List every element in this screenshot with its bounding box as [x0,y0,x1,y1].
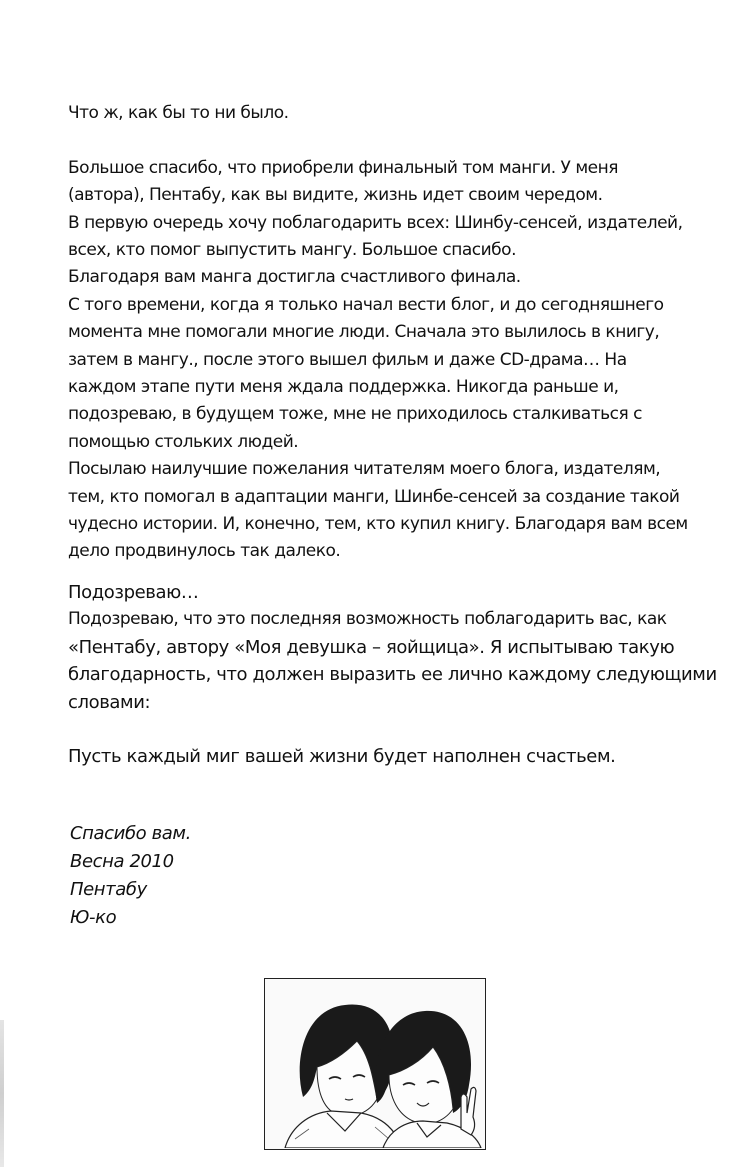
text-line: помощью стольких людей. [68,431,299,452]
text-line: всех, кто помог выпустить мангу. Большое спасибо. [68,240,516,261]
signature-author-1: Пентабу [70,879,147,900]
bold-text-line: «Пентабу, автору «Моя девушка – яойщица». Я испытываю такую [68,636,675,658]
signature-thanks: Спасибо вам. [70,823,191,844]
signature-author-2: Ю-ко [70,907,117,928]
text-line: дело продвинулось так далеко. [68,541,341,562]
peace-sign-hand [461,1087,476,1135]
text-line: Посылаю наилучшие пожелания читателям моего блога, издателям, [68,459,661,480]
afterword-text [68,100,717,771]
paragraph-gap [68,566,708,579]
paragraph-gap [68,716,708,743]
text-line: С того времени, когда я только начал вести блог, и до сегодняшнего [68,294,664,315]
text-line: каждом этапе пути меня ждала поддержка. Никогда раньше и, [68,377,619,398]
text-line: момента мне помогали многие люди. Сначала это вылилось в книгу, [68,322,660,343]
text-line: чудесно истории. И, конечно, тем, кто купил книгу. Благодаря вам всем [68,514,688,535]
intro-line: Что ж, как бы то ни было. [68,103,289,123]
paragraph-gap [68,127,708,154]
signature-date: Весна 2010 [70,851,174,872]
bold-text-line: словами: [68,691,151,713]
text-line: В первую очередь хочу поблагодарить всех: Шинбу-сенсей, издателей, [68,212,683,233]
signature-block [70,820,370,932]
text-line: подозреваю, в будущем тоже, мне не приходилось сталкиваться с [68,404,642,425]
text-line: Благодаря вам манга достигла счастливого финала. [68,267,521,288]
wish-line: Пусть каждый миг вашей жизни будет наполнен счастьем. [68,746,616,768]
two-characters-illustration [264,978,486,1150]
text-line: затем в мангу., после этого вышел фильм и даже CD-драма… На [68,349,627,370]
text-line: Подозреваю, что это последняя возможность поблагодарить вас, как [68,609,667,630]
text-line: (автора), Пентабу, как вы видите, жизнь идет своим чередом. [68,185,603,206]
text-line: тем, кто помогал в адаптации манги, Шинбе-сенсей за создание такой [68,486,680,507]
scan-edge-mark [0,1020,4,1167]
bold-text-line: благодарность, что должен выразить ее лично каждому следующими [68,664,717,686]
illustration-drawing [265,979,484,1148]
text-line: Большое спасибо, что приобрели финальный том манги. У меня [68,157,618,178]
suspect-heading: Подозреваю… [68,581,199,603]
